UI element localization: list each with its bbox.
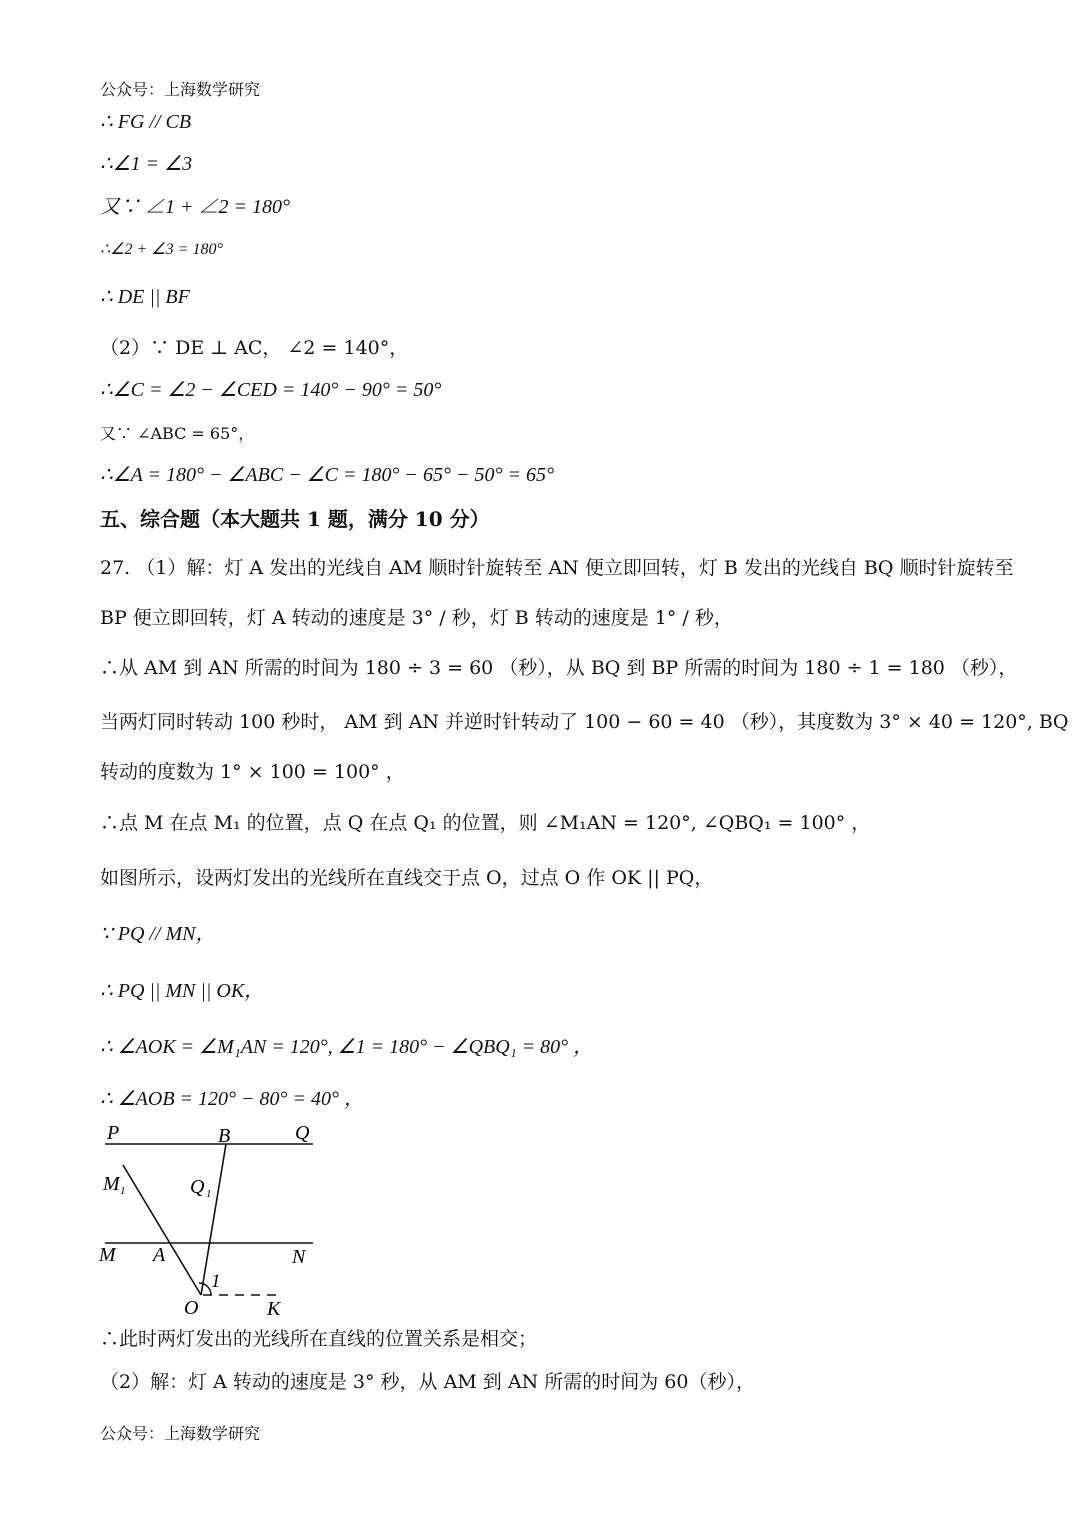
q27-line: 27. （1）解：灯 A 发出的光线自 AM 顺时针旋转至 AN 便立即回转，灯 B 发出的光线自 BQ 顺时针旋转至 <box>100 557 1014 579</box>
proof-line: 又∵ ∠ABC = 65°， <box>100 424 255 443</box>
proof-line: ∴∠A = 180° − ∠ABC − ∠C = 180° − 65° − 50° = 65° <box>100 464 554 486</box>
conclusion-line: ∴此时两灯发出的光线所在直线的位置关系是相交； <box>100 1328 538 1350</box>
label-n: N <box>292 1246 306 1268</box>
q27-line: 当两灯同时转动 100 秒时， AM 到 AN 并逆时针转动了 100 − 60 = 40 （秒），其度数为 3° × 40 = 120°, BQ <box>100 711 1069 733</box>
footer-note: 公众号：上海数学研究 <box>100 1424 261 1443</box>
q27-line: 如图所示，设两灯发出的光线所在直线交于点 O，过点 O 作 OK || PQ， <box>100 867 714 889</box>
q27-line: ∴从 AM 到 AN 所需的时间为 180 ÷ 3 = 60 （秒），从 BQ 到 BP 所需的时间为 180 ÷ 1 = 180 （秒）， <box>100 657 1018 679</box>
label-q: Q <box>295 1122 310 1144</box>
label-m1-sub: 1 <box>120 1185 126 1197</box>
label-angle-1: 1 <box>211 1271 221 1292</box>
q27-line: BP 便立即回转，灯 A 转动的速度是 3° / 秒，灯 B 转动的速度是 1° / 秒， <box>100 607 733 629</box>
q27-line: ∴ ∠AOB = 120° − 80° = 40° ， <box>100 1088 365 1110</box>
label-m1: M <box>103 1173 120 1195</box>
proof-line: （2）∵ DE ⊥ AC， ∠2 = 140°， <box>100 337 409 359</box>
geometry-figure <box>95 1115 335 1325</box>
header-note: 公众号：上海数学研究 <box>100 80 261 99</box>
label-b: B <box>218 1125 231 1147</box>
label-p: P <box>107 1122 120 1144</box>
proof-line: ∴ DE || BF <box>100 286 190 308</box>
q27-line: ∴ ∠AOK = ∠M₁AN = 120°, ∠1 = 180° − ∠QBQ₁ = 80° ， <box>100 1036 594 1058</box>
proof-line: ∴ FG // CB <box>100 111 192 133</box>
q27-line: 转动的度数为 1° × 100 = 100° ， <box>100 761 405 783</box>
label-m: M <box>99 1244 116 1266</box>
proof-line: ∴∠C = ∠2 − ∠CED = 140° − 90° = 50° <box>100 379 442 401</box>
q27-line: ∵ PQ // MN， <box>100 923 216 945</box>
q27-line: ∴ PQ || MN || OK， <box>100 980 265 1002</box>
proof-line: 又∵ ∠1 + ∠2 = 180° <box>100 196 290 218</box>
q27-line: ∴点 M 在点 M₁ 的位置，点 Q 在点 Q₁ 的位置，则 ∠M₁AN = 120°, ∠QBQ₁ = 100° ， <box>100 812 871 834</box>
label-k: K <box>267 1298 281 1320</box>
q27-part2-line: （2）解：灯 A 转动的速度是 3° 秒，从 AM 到 AN 所需的时间为 60（秒）， <box>100 1371 755 1393</box>
label-q1: Q <box>190 1176 205 1198</box>
section-heading: 五、综合题（本大题共 1 题，满分 10 分） <box>100 507 490 531</box>
proof-line: ∴∠1 = ∠3 <box>100 153 193 175</box>
label-q1-sub: 1 <box>206 1188 212 1200</box>
proof-line: ∴∠2 + ∠3 = 180° <box>100 241 223 258</box>
label-a: A <box>153 1244 166 1266</box>
label-o: O <box>184 1297 199 1319</box>
